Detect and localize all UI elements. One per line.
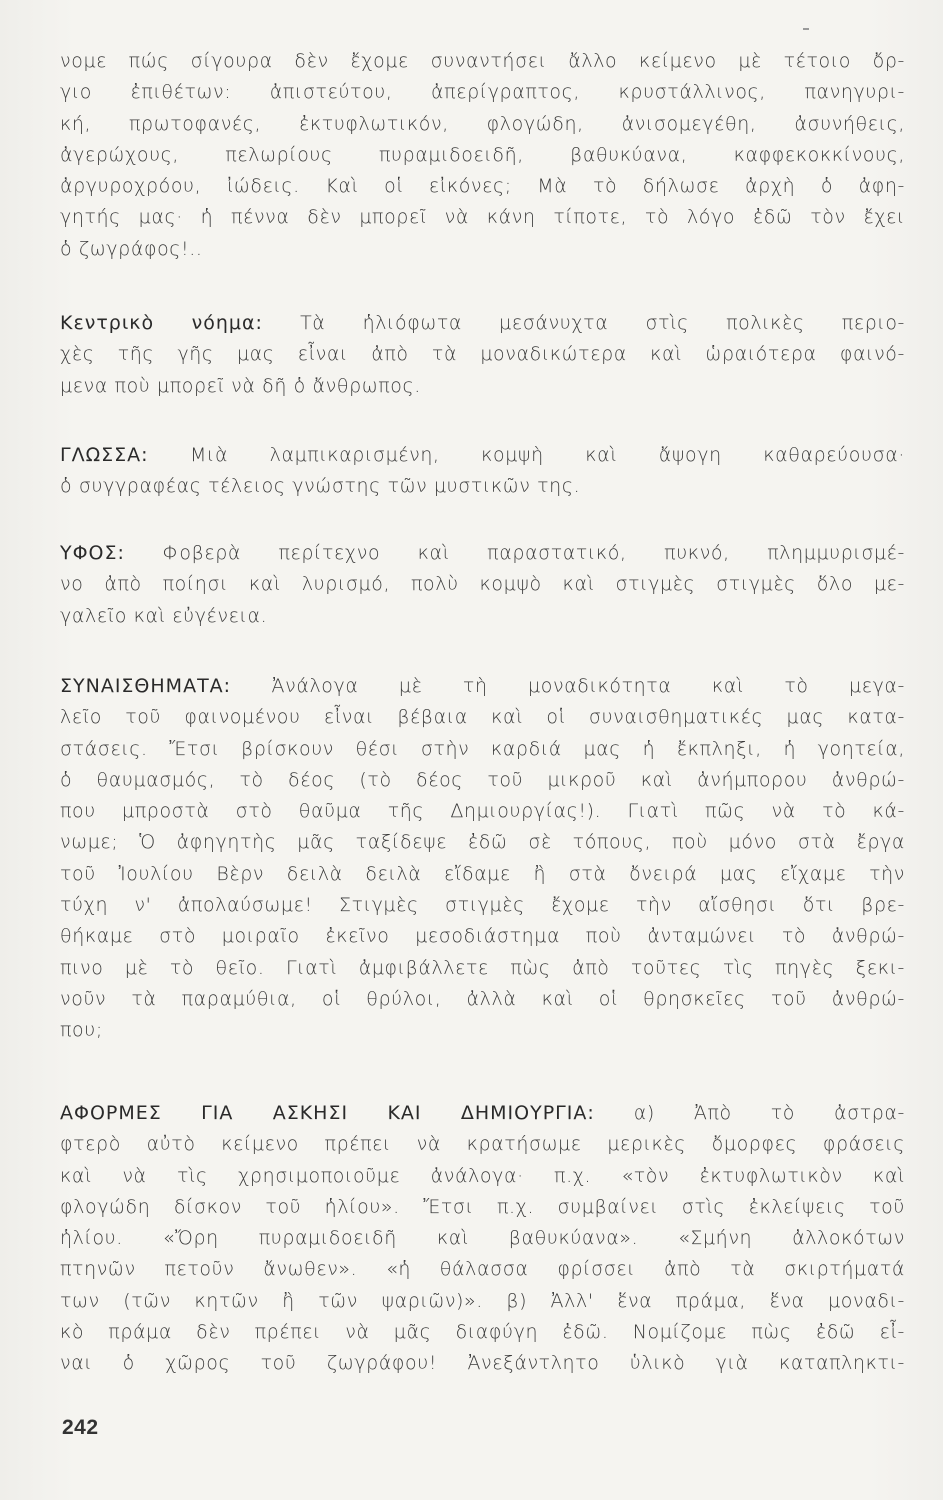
text-line: των (τῶν κητῶν ἢ τῶν ψαριῶν)». β) Ἀλλ' ἕνα πράμα, ἕνα μοναδι- [60,1289,905,1312]
section-heading: ΑΦΟΡΜΕΣ ΓΙΑ ΑΣΚΗΣΙ ΚΑΙ ΔΗΜΙΟΥΡΓΙΑ: [60,1102,595,1124]
paragraph-language [60,440,905,503]
text-line [60,671,905,702]
text-line: που; [60,1019,103,1042]
text-fragment: α) Ἀπὸ τὸ ἀστρα- [633,1102,906,1124]
text-line: που μπροστὰ στὸ θαῦμα τῆς Δημιουργίας!). Γιατὶ πῶς νὰ τὸ κά- [60,800,905,823]
text-line: θήκαμε στὸ μοιραῖο ἐκεῖνο μεσοδιάστημα ποὺ ἀνταμώνει τὸ ἀνθρώ- [60,925,905,948]
text-line: καὶ νὰ τὶς χρησιμοποιοῦμε ἀνάλογα· π.χ. «τὸν ἐκτυφλωτικὸν καὶ [60,1164,905,1187]
text-line: ὁ συγγραφέας τέλειος γνώστης τῶν μυστικῶν της. [60,475,581,498]
text-line [60,538,905,569]
text-line: νομε πώς σίγουρα δὲν ἔχομε συναντήσει ἄλλο κείμενο μὲ τέτοιο ὄρ- [60,50,905,72]
text-line: μενα ποὺ μπορεῖ νὰ δῆ ὁ ἄνθρωπος. [60,374,421,397]
margin-mark [803,28,809,30]
text-line: γαλεῖο καὶ εὐγένεια. [60,604,268,627]
page-number: 242 [62,1416,99,1439]
text-line: νο ἀπὸ ποίησι καὶ λυρισμό, πολὺ κομψὸ καὶ στιγμὲς στιγμὲς ὅλο με- [60,573,905,596]
text-line: γιο ἐπιθέτων: ἀπιστεύτου, ἀπερίγραπτος, κρυστάλλινος, πανηγυρι- [60,81,905,104]
text-line: ὁ ζωγράφος!.. [60,237,203,260]
text-line: τύχη ν' ἀπολαύσωμε! Στιγμὲς στιγμὲς ἔχομε τὴν αἴσθησι ὅτι βρε- [60,894,905,917]
text-line [60,1098,905,1129]
text-line: ναι ὁ χῶρος τοῦ ζωγράφου! Ἀνεξάντλητο ὑλικὸ γιὰ καταπληκτι- [60,1352,905,1375]
section-heading: ΥΦΟΣ: [60,542,125,564]
paragraph-exercise-prompts [60,1098,905,1380]
text-fragment: Φοβερὰ περίτεχνο καὶ παραστατικό, πυκνό, πλημμυρισμέ- [162,542,905,564]
text-line: γητής μας· ἡ πέννα δὲν μπορεῖ νὰ κάνη τίποτε, τὸ λόγο ἐδῶ τὸν ἔχει [60,206,905,229]
section-heading: ΣΥΝΑΙΣΘΗΜΑΤΑ: [60,675,232,697]
section-heading: ΓΛΩΣΣΑ: [60,444,149,466]
paragraph-emotions [60,671,905,1047]
text-line: στάσεις. Ἔτσι βρίσκουν θέσι στὴν καρδιά μας ἡ ἔκπληξι, ἡ γοητεία, [60,737,905,760]
text-line [60,440,905,471]
text-line: τοῦ Ἰουλίου Βὲρν δειλὰ δειλὰ εἴδαμε ἢ στὰ ὄνειρά μας εἴχαμε τὴν [60,862,905,885]
text-line: πινο μὲ τὸ θεῖο. Γιατὶ ἀμφιβάλλετε πὼς ἀπὸ τοῦτες τὶς πηγὲς ξεκι- [60,956,905,979]
text-line: φλογώδη δίσκον τοῦ ἡλίου». Ἔτσι π.χ. συμβαίνει στὶς ἐκλείψεις τοῦ [60,1195,905,1218]
text-fragment: Μιὰ λαμπικαρισμένη, κομψὴ καὶ ἄψογη καθαρεύουσα· [190,444,905,466]
text-line: ἀργυροχρόου, ἰώδεις. Καὶ οἱ εἰκόνες; Μὰ τὸ δήλωσε ἀρχὴ ὁ ἀφη- [60,175,905,198]
text-line: πτηνῶν πετοῦν ἄνωθεν». «ἡ θάλασσα φρίσσει ἀπὸ τὰ σκιρτήματά [60,1258,905,1281]
text-line: νωμε; Ὁ ἀφηγητὴς μᾶς ταξίδεψε ἐδῶ σὲ τόπους, ποὺ μόνο στὰ ἔργα [60,831,905,854]
text-line: λεῖο τοῦ φαινομένου εἶναι βέβαια καὶ οἱ συναισθηματικές μας κατα- [60,706,905,729]
text-line: χὲς τῆς γῆς μας εἶναι ἀπὸ τὰ μοναδικώτερα καὶ ὡραιότερα φαινό- [60,343,905,366]
text-fragment: Τὰ ἡλιόφωτα μεσάνυχτα στὶς πολικὲς περιο- [300,312,905,334]
text-line [60,308,905,339]
text-line: ἡλίου. «Ὄρη πυραμιδοειδῆ καὶ βαθυκύανα». «Σμήνη ἀλλοκότων [60,1227,905,1250]
text-line: φτερὸ αὐτὸ κείμενο πρέπει νὰ κρατήσωμε μερικὲς ὄμορφες φράσεις [60,1133,905,1156]
text-line: νοῦν τὰ παραμύθια, οἱ θρύλοι, ἀλλὰ καὶ οἱ θρησκεῖες τοῦ ἀνθρώ- [60,987,905,1010]
section-heading: Κεντρικὸ νόημα: [60,312,263,334]
text-line: ἀγερώχους, πελωρίους πυραμιδοειδῆ, βαθυκύανα, καφφεκοκκίνους, [60,143,905,166]
paragraph-central-meaning [60,308,905,402]
text-fragment: Ἀνάλογα μὲ τὴ μοναδικότητα καὶ τὸ μεγα- [271,675,905,697]
text-line: ὁ θαυμασμός, τὸ δέος (τὸ δέος τοῦ μικροῦ καὶ ἀνήμπορου ἀνθρώ- [60,768,905,791]
paragraph-style [60,538,905,632]
text-line: κή, πρωτοφανές, ἐκτυφλωτικόν, φλογώδη, ἀνισομεγέθη, ἀσυνήθεις, [60,112,905,135]
text-line: κὸ πράμα δὲν πρέπει νὰ μᾶς διαφύγη ἐδῶ. Νομίζομε πὼς ἐδῶ εἶ- [60,1321,905,1344]
paragraph-continuation [60,46,905,265]
